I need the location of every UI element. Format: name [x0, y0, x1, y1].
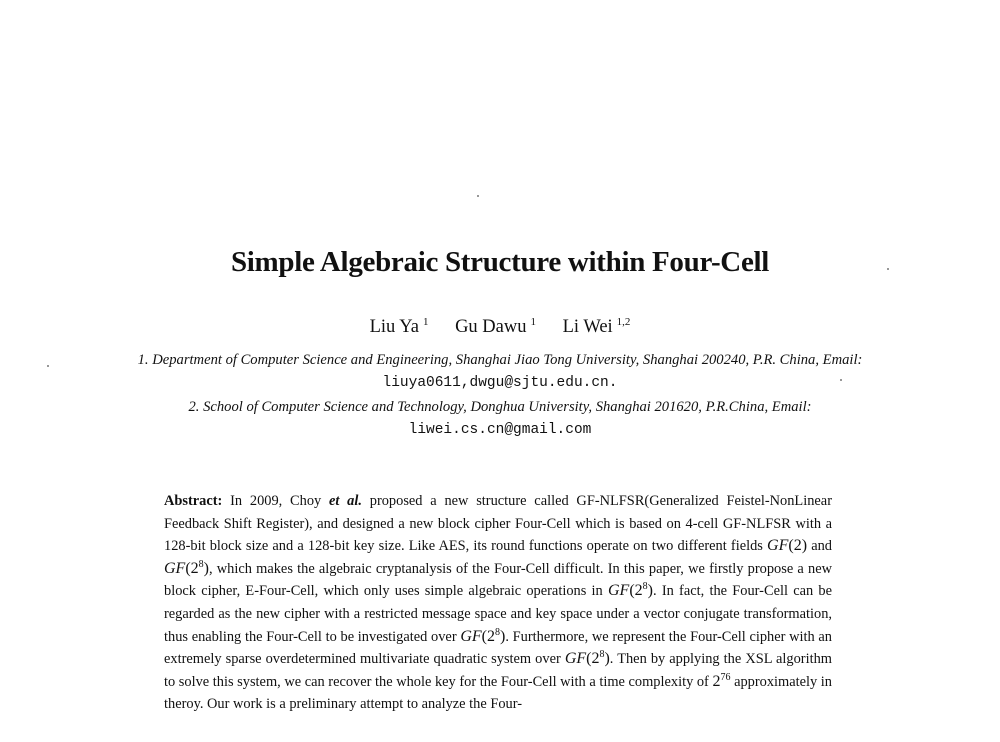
affiliation-email: liwei.cs.cn@gmail.com	[408, 422, 592, 438]
affiliation-2	[118, 396, 882, 441]
math-2-76: $2^{76}$	[712, 671, 731, 690]
author	[563, 317, 631, 337]
affiliation-text: 1. Department of Computer Science and Engineering, Shanghai Jiao Tong University, Shanghai 200240, P.R. China, Email:	[137, 352, 863, 368]
math-gf28: $GF(2^8)$	[608, 581, 653, 600]
author-list	[0, 316, 1000, 338]
author-name: Liu Ya	[369, 317, 419, 337]
math-gf28: $GF(2^8)$	[164, 558, 209, 577]
scan-speck	[840, 379, 842, 381]
abstract-text: In 2009, Choy	[230, 493, 322, 509]
abstract-label: Abstract:	[164, 493, 223, 509]
author-name: Li Wei	[562, 317, 613, 337]
author	[370, 317, 429, 337]
abstract-text: , which makes the algebraic cryptanalysis of the Four-Cell difficult. In this paper, we firstly propose a new block cipher, E-Four-Cell, which only uses simple algebraic operations in	[164, 560, 832, 600]
affiliation-text: 2. School of Computer Science and Technology, Donghua University, Shanghai 201620, P.R.China, Email:	[188, 399, 812, 415]
scan-speck	[477, 195, 479, 197]
abstract-text: . Furthermore, we represent the Four-Cell cipher with an extremely sparse overdetermined multivariate quadratic system over	[164, 628, 832, 668]
scan-speck	[887, 268, 889, 270]
paper-title: Simple Algebraic Structure within Four-Cell	[230, 246, 770, 278]
abstract-text: proposed a new structure called GF-NLFSR(Generalized Feistel-NonLinear Feedback Shift Register), and designed a new block cipher Four-Cell which is based on 4-cell GF-NLFSR with a 128-bit block size and a 128-bit key size. Like AES, its round functions operate on two different fields	[164, 493, 832, 555]
abstract-text: approximately in theroy. Our work is a preliminary attempt to analyze the Four-	[164, 673, 832, 713]
math-gf28: $GF(2^8)$	[564, 649, 610, 668]
abstract-etal: et al.	[329, 493, 362, 509]
author-name: Gu Dawu	[455, 317, 527, 337]
author	[455, 317, 536, 337]
affiliation-email: liuya0611,dwgu@sjtu.edu.cn.	[382, 375, 618, 391]
author-affil-ref: 1	[530, 316, 536, 328]
affiliation-1	[118, 349, 882, 394]
abstract-text: and	[811, 538, 832, 555]
scan-speck	[47, 365, 49, 367]
abstract	[164, 490, 832, 716]
math-gf28: $GF(2^8)$	[460, 626, 506, 645]
author-affil-ref: 1,2	[616, 316, 631, 328]
abstract-text: . In fact, the Four-Cell can be regarded as the new cipher with a restricted message space and key space under a vector conjugate transformation, thus enabling the Four-Cell to be investigated over	[164, 583, 832, 645]
author-affil-ref: 1	[422, 316, 429, 328]
abstract-text: . Then by applying the XSL algorithm to solve this system, we can recover the whole key for the Four-Cell with a time complexity of	[164, 651, 832, 690]
math-gf2: GF(2)	[767, 537, 808, 555]
